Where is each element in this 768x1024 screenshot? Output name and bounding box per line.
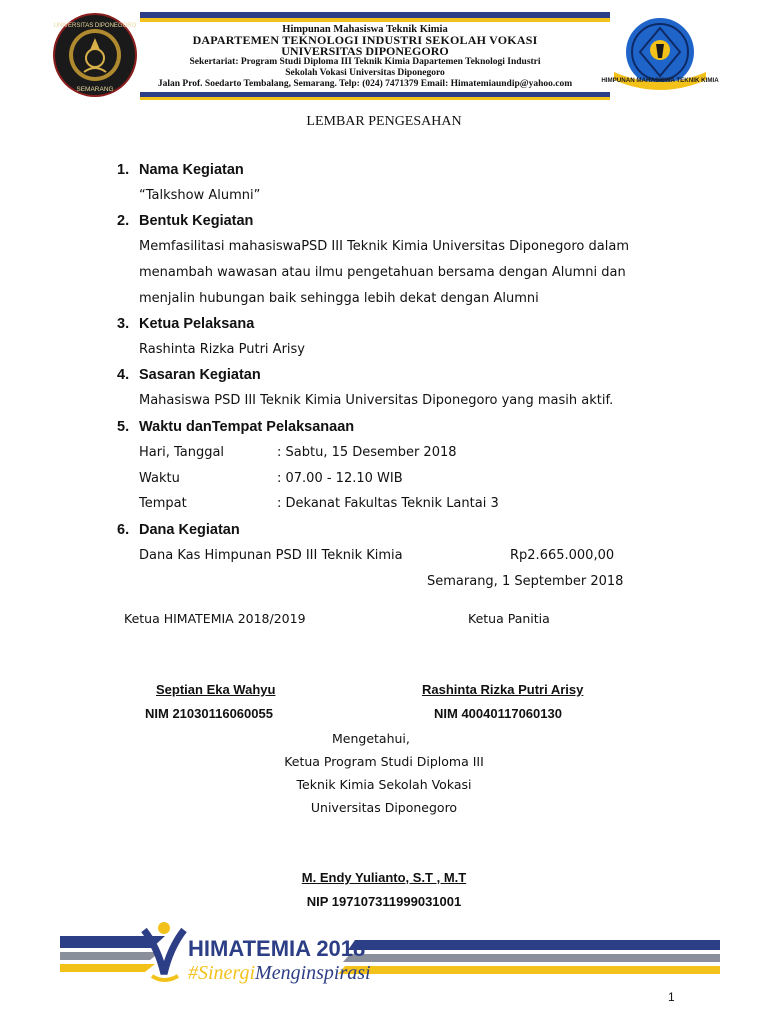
signer-role-right: Ketua Panitia (468, 611, 550, 626)
address-line: Jalan Prof. Soedarto Tembalang, Semarang. Telp: (024) 7471379 Email: Himatemiaundip@yahoo.com (157, 79, 573, 89)
funding-label: Dana Kas Himpunan PSD III Teknik Kimia (139, 548, 403, 563)
ack-role: Universitas Diponegoro (310, 800, 458, 815)
section-text: “Talkshow Alumni” (139, 188, 261, 203)
funding-amount: Rp2.665.000,00 (510, 548, 615, 563)
ack-nip: NIP 197107311999031001 (306, 894, 462, 909)
section-number: 1. (117, 162, 130, 178)
acknowledge-label: Mengetahui, (332, 731, 410, 746)
seal-bottom-text: SEMARANG (76, 86, 114, 93)
place-date: Semarang, 1 September 2018 (427, 574, 624, 589)
ack-role: Teknik Kimia Sekolah Vokasi (296, 777, 472, 792)
university-seal-logo (52, 12, 138, 98)
letterhead (130, 24, 600, 90)
signer-name-right: Rashinta Rizka Putri Arisy (422, 682, 584, 697)
header-stripe-yellow-bottom (140, 97, 610, 100)
document-title: LEMBAR PENGESAHAN (306, 114, 462, 129)
school-line: Sekolah Vokasi Universitas Diponegoro (285, 68, 445, 78)
ack-name: M. Endy Yulianto, S.T , M.T (301, 870, 467, 885)
page-number: 1 (668, 990, 675, 1004)
ack-role: Ketua Program Studi Diploma III (284, 754, 484, 769)
himatemia-mascot-icon (144, 922, 184, 980)
schedule-value: : 07.00 - 12.10 WIB (277, 471, 403, 486)
signer-nim-left: NIM 21030116060055 (145, 706, 273, 721)
schedule-value: : Dekanat Fakultas Teknik Lantai 3 (277, 496, 499, 511)
section-number: 3. (117, 316, 130, 332)
himatemia-logo (601, 14, 719, 96)
section-heading: Sasaran Kegiatan (139, 367, 261, 383)
schedule-label: Waktu (139, 471, 180, 486)
secretariat-line: Sekertariat: Program Studi Diploma III Teknik Kimia Dapartemen Teknologi Industri (189, 57, 541, 67)
tagline-rest: Menginspirasi (255, 962, 371, 984)
section-number: 6. (117, 522, 130, 538)
footer-brand: HIMATEMIA 2018 (188, 936, 366, 961)
footer-tagline (188, 962, 371, 985)
section-heading: Bentuk Kegiatan (139, 213, 254, 229)
signer-name-left: Septian Eka Wahyu (156, 682, 276, 697)
section-heading: Nama Kegiatan (139, 162, 244, 178)
tagline-hash: #Sinergi (188, 962, 256, 984)
section-text: Mahasiswa PSD III Teknik Kimia Universitas Diponegoro yang masih aktif. (139, 393, 614, 408)
schedule-label: Tempat (139, 496, 187, 511)
section-heading: Waktu danTempat Pelaksanaan (139, 419, 355, 435)
section-number: 2. (117, 213, 130, 229)
signer-nim-right: NIM 40040117060130 (434, 706, 562, 721)
org-name: Himpunan Mahasiswa Teknik Kimia (282, 24, 448, 35)
logo-banner-text: HIMPUNAN MAHASISWA TEKNIK KIMIA (601, 77, 719, 84)
footer-banner (60, 918, 720, 988)
seal-top-text: UNIVERSITAS DIPONEGORO (53, 23, 137, 29)
section-heading: Dana Kegiatan (139, 522, 240, 538)
section-text: menjalin hubungan baik sehingga lebih dekat dengan Alumni (139, 291, 539, 306)
schedule-value: : Sabtu, 15 Desember 2018 (277, 445, 457, 460)
section-text: Rashinta Rizka Putri Arisy (139, 342, 305, 357)
department-name: DAPARTEMEN TEKNOLOGI INDUSTRI SEKOLAH VOKASI (192, 33, 538, 47)
section-text: menambah wawasan atau ilmu pengetahuan bersama dengan Alumni dan (139, 265, 626, 280)
signer-role-left: Ketua HIMATEMIA 2018/2019 (124, 611, 306, 626)
schedule-label: Hari, Tanggal (139, 445, 225, 460)
section-number: 4. (117, 367, 130, 383)
university-name: UNIVERSITAS DIPONEGORO (281, 44, 449, 58)
header-stripe-yellow (140, 18, 610, 22)
section-heading: Ketua Pelaksana (139, 316, 255, 332)
section-number: 5. (117, 419, 130, 435)
section-text: Memfasilitasi mahasiswaPSD III Teknik Kimia Universitas Diponegoro dalam (139, 239, 629, 254)
